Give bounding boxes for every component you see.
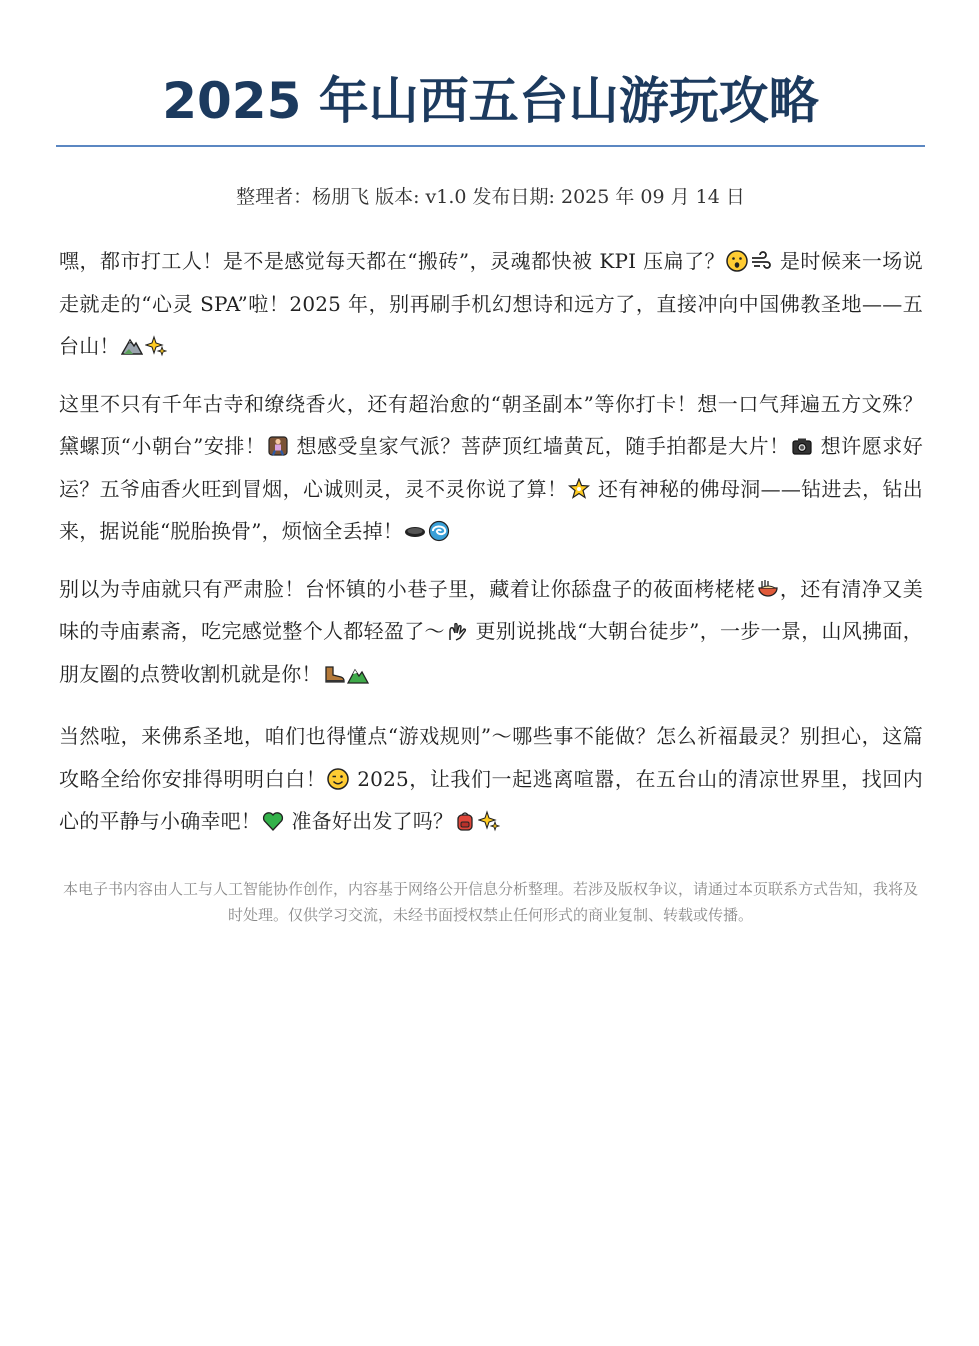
- copyright-disclaimer: 本电子书内容由人工与人工智能协作创作，内容基于网络公开信息分析整理。若涉及版权争议，请通过本页联系方式告知，我将及时处理。仅供学习交流，未经书面授权禁止任何形式的商业复制、转载或传播。: [62, 880, 918, 924]
- backpack-icon: [454, 810, 476, 832]
- paragraph-text: 更别说挑战“大朝台徒步”，一步一景，山风拂面，朋友圈的点赞收割机就是你！: [59, 619, 923, 686]
- author-version-date: 整理者：杨朋飞 版本: v1.0 发布日期: 2025 年 09 月 14 日: [236, 186, 745, 208]
- hands-icon: [446, 620, 468, 642]
- person-climbing-icon: [267, 435, 289, 457]
- cyclone-icon: [428, 520, 450, 542]
- paragraph-text: ，还有清净又美味的寺庙素斋，吃完感觉整个人都轻盈了～: [59, 576, 923, 643]
- page-title: 2025 年山西五台山游玩攻略: [162, 72, 819, 130]
- paragraph-text: 嘿，都市打工人！是不是感觉每天都在“搬砖”，灵魂都快被 KPI 压扁了？: [59, 249, 726, 273]
- paragraph-text: 想许愿求好运？五爷庙香火旺到冒烟，心诚则灵，灵不灵你说了算！: [59, 434, 924, 501]
- paragraph-text: 准备好出发了吗？: [285, 809, 454, 833]
- sparkle-star-icon: [568, 478, 590, 500]
- title-divider: [56, 145, 925, 147]
- green-mountain-icon: [347, 663, 369, 685]
- paragraph-text: 2025，让我们一起逃离喧嚣，在五台山的清凉世界里，找回内心的平静与小确幸吧！: [59, 766, 923, 833]
- sparkles-icon: [478, 810, 500, 832]
- sparkles-icon: [145, 335, 167, 357]
- noodle-bowl-icon: [757, 578, 779, 600]
- winking-face-icon: [327, 768, 349, 790]
- green-heart-icon: [262, 810, 284, 832]
- wind-face-icon: [750, 250, 772, 272]
- paragraph-intro: [59, 240, 923, 368]
- hiking-boot-icon: [323, 663, 345, 685]
- paragraph-tips: [59, 715, 923, 843]
- article-body: [59, 240, 923, 858]
- paragraph-attractions: [59, 383, 923, 553]
- camera-icon: [791, 435, 813, 457]
- paragraph-text: 想感受皇家气派？菩萨顶红墙黄瓦，随手拍都是大片！: [289, 434, 790, 458]
- paragraph-text: 这里不只有千年古寺和缭绕香火，还有超治愈的“朝圣副本”等你打卡！想一口气拜遍五方文殊？黛螺顶“小朝台”安排！: [59, 391, 923, 458]
- surprised-face-icon: [726, 250, 748, 272]
- hole-icon: [404, 520, 426, 542]
- paragraph-text: 别以为寺庙就只有严肃脸！台怀镇的小巷子里，藏着让你舔盘子的莜面栲栳栳: [59, 576, 756, 601]
- paragraph-text: 是时候来一场说走就走的“心灵 SPA”啦！2025 年，别再刷手机幻想诗和远方了，直接冲向中国佛教圣地——五台山！: [59, 249, 923, 358]
- paragraph-text: 当然啦，来佛系圣地，咱们也得懂点“游戏规则”～哪些事不能做？怎么祈福最灵？别担心，这篇攻略全给你安排得明明白白！: [59, 724, 923, 791]
- paragraph-text: 还有神秘的佛母洞——钻进去，钻出来，据说能“脱胎换骨”，烦恼全丢掉！: [59, 476, 924, 543]
- paragraph-food-hiking: [59, 568, 923, 696]
- mountain-icon: [121, 335, 143, 357]
